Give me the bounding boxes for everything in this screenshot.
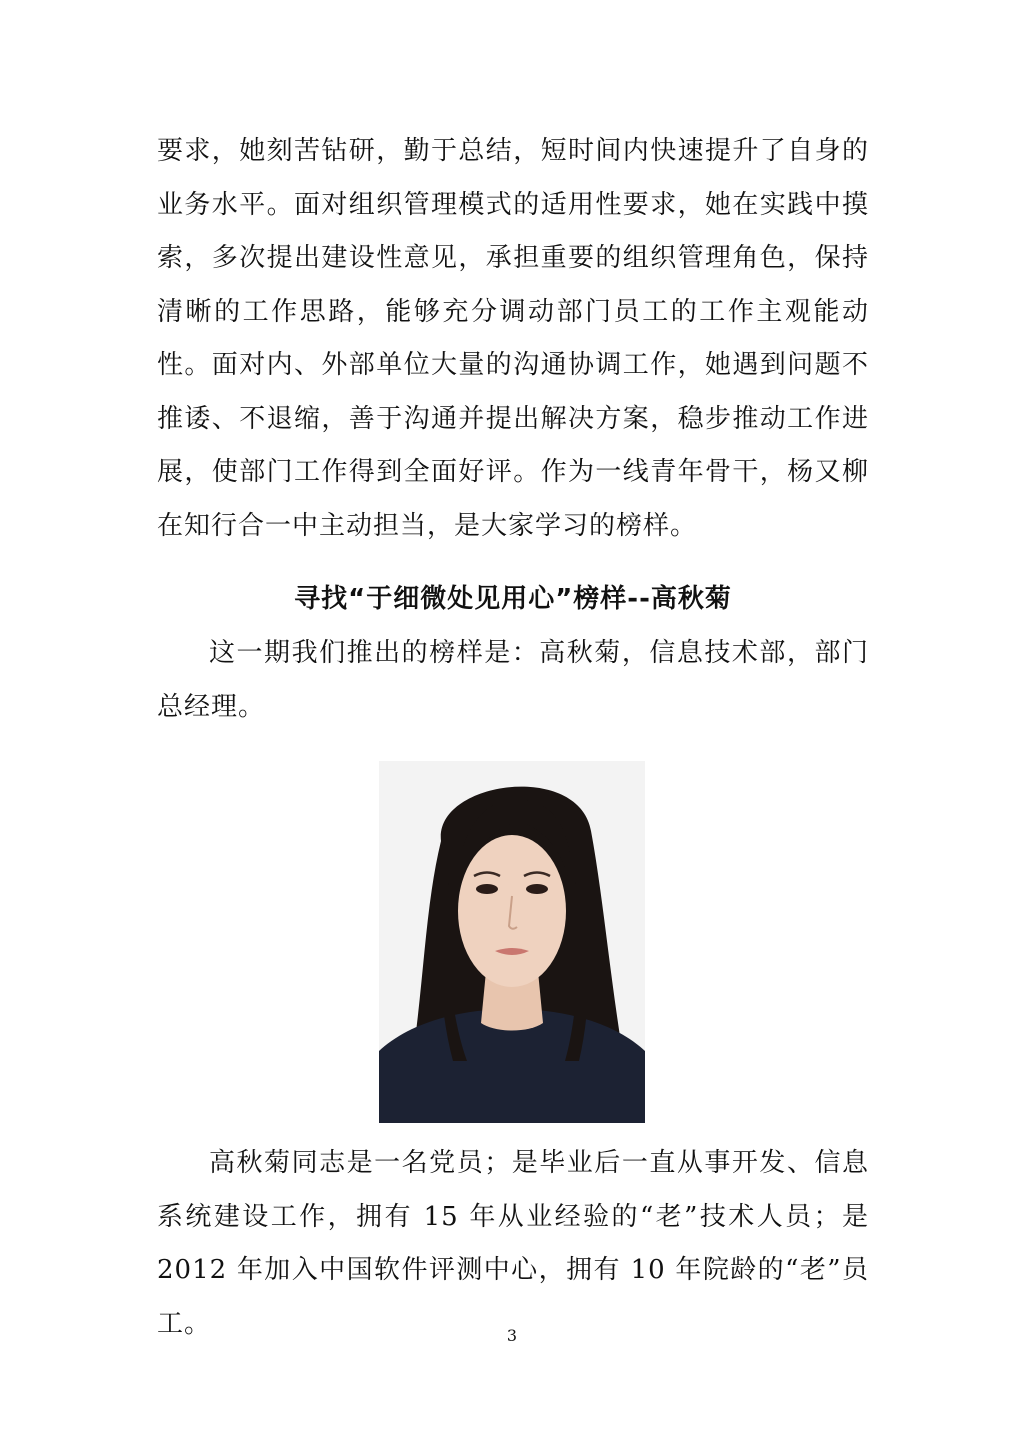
- body-paragraph-continued: 要求，她刻苦钻研，勤于总结，短时间内快速提升了自身的业务水平。面对组织管理模式的适用性要求，她在实践中摸索，多次提出建设性意见，承担重要的组织管理角色，保持清晰的工作思路，能够充分调动部门员工的工作主观能动性。面对内、外部单位大量的沟通协调工作，她遇到问题不推诿、不退缩，善于沟通并提出解决方案，稳步推动工作进展，使部门工作得到全面好评。作为一线青年骨干，杨又柳在知行合一中主动担当，是大家学习的榜样。: [157, 136, 869, 541]
- page-number: 3: [506, 1326, 518, 1345]
- portrait-photo: [379, 761, 645, 1123]
- profile-paragraph: 高秋菊同志是一名党员；是毕业后一直从事开发、信息系统建设工作，拥有 15 年从业经验的“老”技术人员；是 2012 年加入中国软件评测中心，拥有 10 年院龄的“老”员工。: [157, 1148, 869, 1339]
- section-heading: 寻找“于细微处见用心”榜样--高秋菊: [294, 584, 732, 614]
- intro-paragraph: 这一期我们推出的榜样是：高秋菊，信息技术部，部门总经理。: [157, 638, 869, 722]
